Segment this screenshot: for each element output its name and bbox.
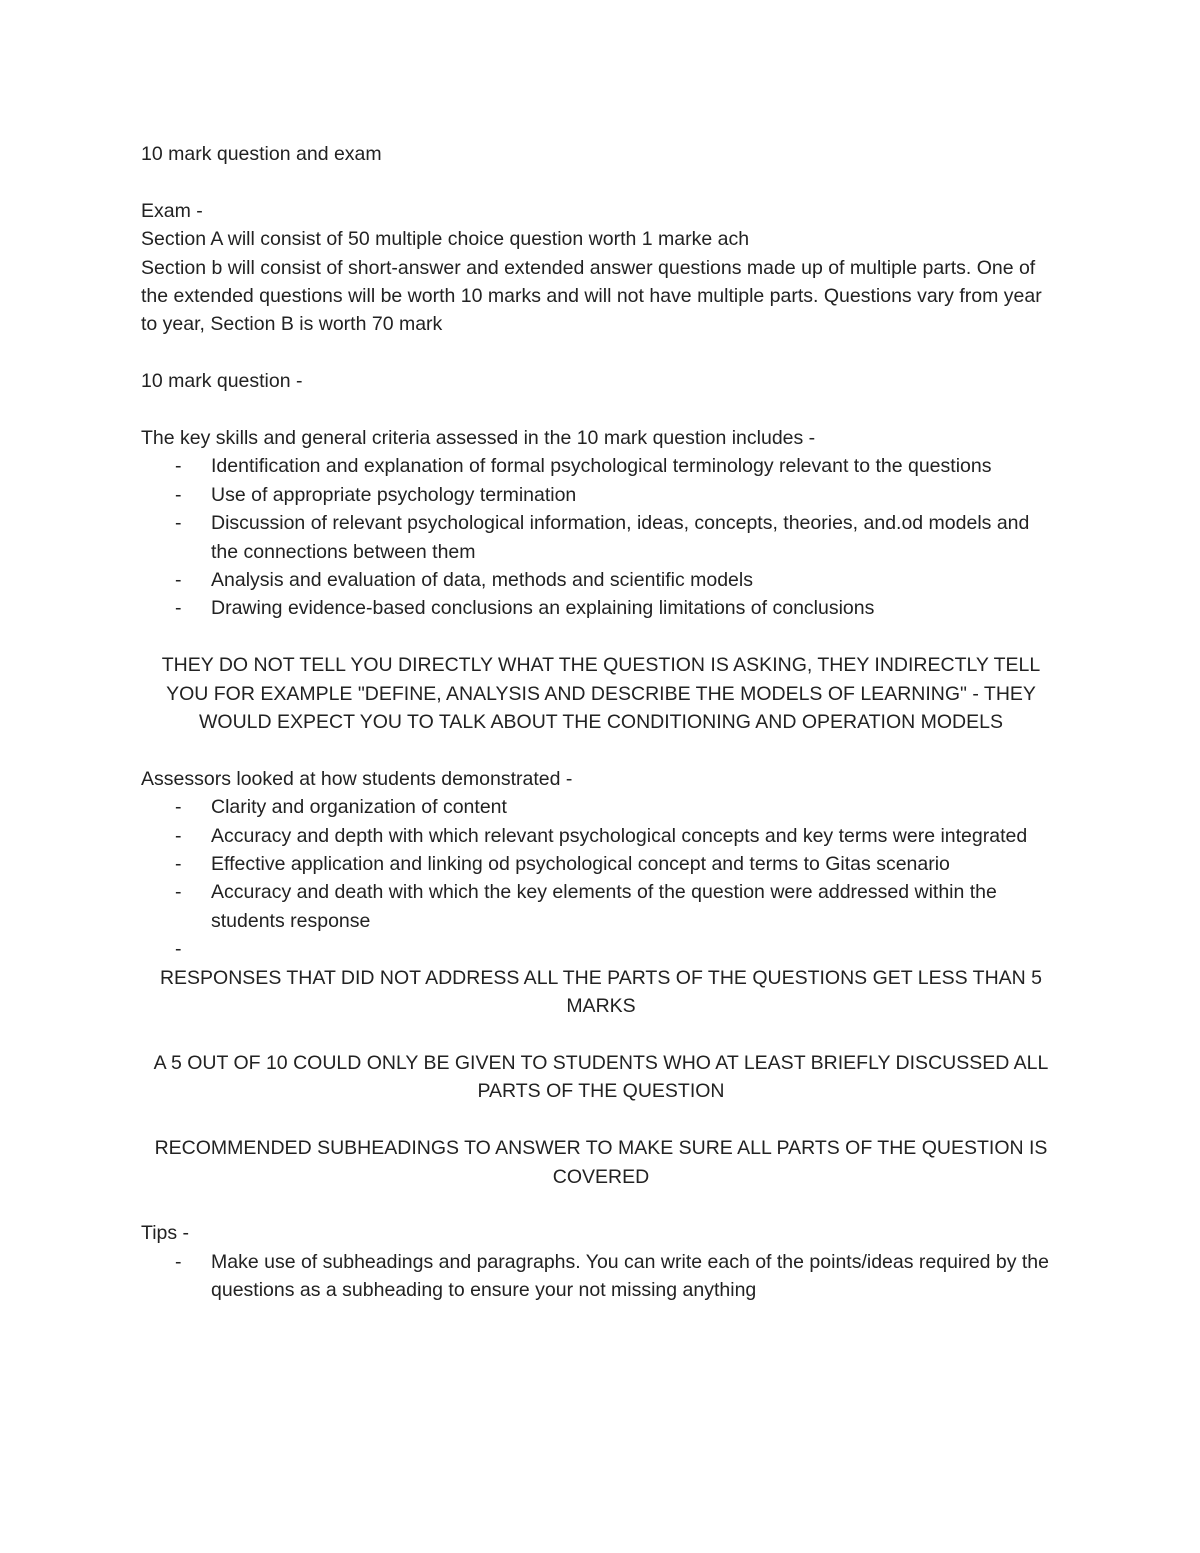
document-page bbox=[141, 140, 1061, 1305]
list-item-text: Accuracy and depth with which relevant psychological concepts and key terms were integrated bbox=[211, 824, 1028, 847]
list-item-text: Clarity and organization of content bbox=[211, 796, 507, 819]
list-item bbox=[141, 878, 1061, 935]
list-item bbox=[141, 481, 1061, 509]
tips-heading: Tips - bbox=[141, 1222, 190, 1245]
list-item-text: Discussion of relevant psychological information, ideas, concepts, theories, and.od models and the connections between them bbox=[211, 512, 1030, 563]
indirect-question-note: THEY DO NOT TELL YOU DIRECTLY WHAT THE QUESTION IS ASKING, THEY INDIRECTLY TELL YOU FOR EXAMPLE "DEFINE, ANALYSIS AND DESCRIBE THE MODELS OF LEARNING" - THEY WOULD EXPECT YOU TO TALK ABOUT THE CONDITIONING AND OPERATION MODELS bbox=[161, 654, 1041, 734]
exam-heading: Exam - bbox=[141, 199, 203, 222]
subheadings-note: RECOMMENDED SUBHEADINGS TO ANSWER TO MAKE SURE ALL PARTS OF THE QUESTION IS COVERED bbox=[154, 1137, 1048, 1188]
dash-bullet: - bbox=[175, 824, 182, 847]
partial-response-note: RESPONSES THAT DID NOT ADDRESS ALL THE PARTS OF THE QUESTIONS GET LESS THAN 5 MARKS bbox=[159, 966, 1043, 1018]
tips-list bbox=[141, 1248, 1061, 1305]
assessors-list bbox=[141, 793, 1061, 963]
assessors-intro: Assessors looked at how students demonstrated - bbox=[141, 767, 573, 790]
criteria-intro: The key skills and general criteria assessed in the 10 mark question includes - bbox=[141, 427, 816, 450]
list-item-text bbox=[211, 938, 216, 960]
dash-bullet: - bbox=[175, 881, 182, 904]
list-item bbox=[141, 850, 1061, 878]
ten-mark-heading: 10 mark question - bbox=[141, 370, 303, 393]
dash-bullet: - bbox=[175, 455, 182, 478]
list-item bbox=[141, 452, 1061, 480]
dash-bullet: - bbox=[175, 483, 182, 506]
list-item bbox=[141, 594, 1061, 622]
exam-section-b: Section b will consist of short-answer and extended answer questions made up of multiple parts. One of the extended questions will be worth 10 marks and will not have multiple parts. Questions vary from year to year, Section B is worth 70 mark bbox=[141, 256, 1042, 336]
dash-bullet: - bbox=[175, 1250, 182, 1273]
list-item-text: Analysis and evaluation of data, methods and scientific models bbox=[211, 569, 753, 592]
dash-bullet: - bbox=[175, 938, 182, 961]
list-item-text: Accuracy and death with which the key elements of the question were addressed within the students response bbox=[211, 881, 997, 932]
list-item bbox=[141, 509, 1061, 566]
exam-section-a: Section A will consist of 50 multiple choice question worth 1 marke ach bbox=[141, 228, 750, 251]
document-title: 10 mark question and exam bbox=[141, 143, 382, 165]
dash-bullet: - bbox=[175, 796, 182, 819]
dash-bullet: - bbox=[175, 512, 182, 535]
dash-bullet: - bbox=[175, 853, 182, 876]
list-item bbox=[141, 935, 1061, 963]
list-item-text: Make use of subheadings and paragraphs. You can write each of the points/ideas required by the questions as a subheading to ensure your not missing anything bbox=[211, 1250, 1049, 1302]
five-mark-note: A 5 OUT OF 10 COULD ONLY BE GIVEN TO STUDENTS WHO AT LEAST BRIEFLY DISCUSSED ALL PARTS OF THE QUESTION bbox=[153, 1051, 1049, 1103]
list-item-text: Identification and explanation of formal psychological terminology relevant to the questions bbox=[211, 455, 992, 478]
list-item-text: Effective application and linking od psychological concept and terms to Gitas scenario bbox=[211, 853, 950, 876]
list-item-text: Drawing evidence-based conclusions an explaining limitations of conclusions bbox=[211, 597, 875, 620]
dash-bullet: - bbox=[175, 569, 182, 592]
list-item bbox=[141, 822, 1061, 850]
list-item bbox=[141, 566, 1061, 594]
list-item-text: Use of appropriate psychology termination bbox=[211, 483, 577, 506]
list-item bbox=[141, 793, 1061, 821]
criteria-list bbox=[141, 452, 1061, 622]
list-item bbox=[141, 1248, 1061, 1305]
dash-bullet: - bbox=[175, 597, 182, 620]
